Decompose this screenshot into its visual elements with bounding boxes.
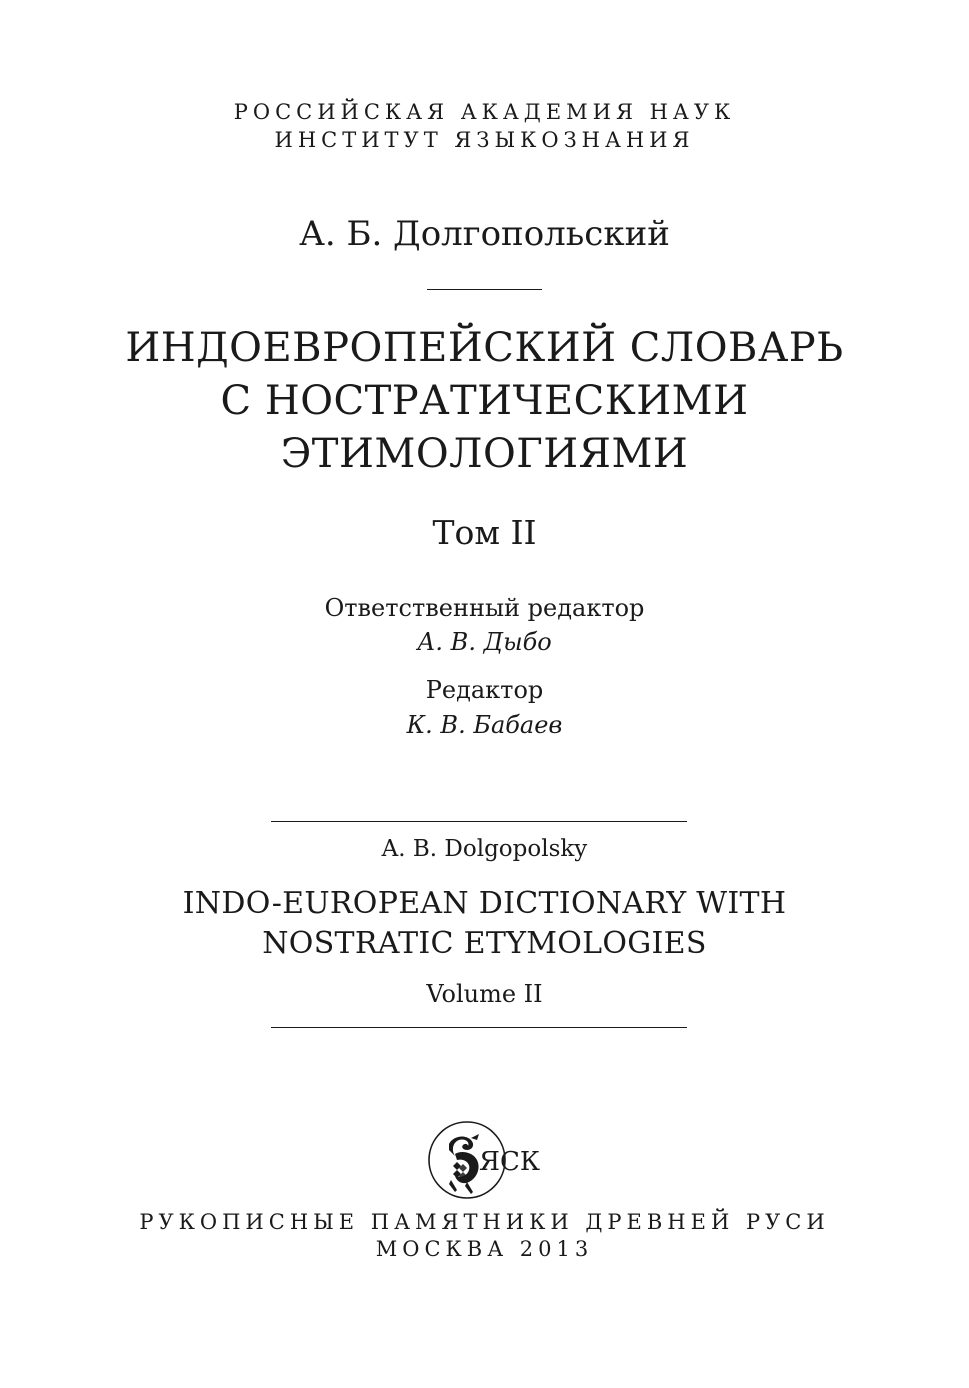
divider-bottom-en bbox=[271, 1027, 687, 1028]
title-ru-line-2: С НОСТРАТИЧЕСКИМИ bbox=[220, 378, 749, 424]
institute-name: ИНСТИТУТ ЯЗЫКОЗНАНИЯ bbox=[274, 128, 695, 152]
title-en-line-1: INDO-EUROPEAN DICTIONARY WITH bbox=[182, 886, 787, 921]
griffin-icon bbox=[449, 1134, 479, 1194]
title-en-line-2: NOSTRATIC ETYMOLOGIES bbox=[262, 926, 707, 961]
publisher-logo bbox=[427, 1120, 547, 1200]
editor-name: К. В. Бабаев bbox=[406, 711, 563, 739]
logo-text: ЯСК bbox=[479, 1147, 541, 1177]
chief-editor-name: А. В. Дыбо bbox=[417, 628, 552, 656]
divider-short bbox=[427, 289, 542, 290]
author-name-en: A. B. Dolgopolsky bbox=[381, 836, 588, 862]
volume-en: Volume II bbox=[426, 980, 543, 1008]
publisher-name: РУКОПИСНЫЕ ПАМЯТНИКИ ДРЕВНЕЙ РУСИ bbox=[139, 1210, 830, 1234]
academy-name: РОССИЙСКАЯ АКАДЕМИЯ НАУК bbox=[233, 100, 736, 124]
chief-editor-role: Ответственный редактор bbox=[324, 594, 645, 622]
title-ru-line-3: ЭТИМОЛОГИЯМИ bbox=[280, 431, 689, 477]
editor-role: Редактор bbox=[425, 676, 544, 704]
title-ru-line-1: ИНДОЕВРОПЕЙСКИЙ СЛОВАРЬ bbox=[125, 325, 844, 371]
author-name-ru: А. Б. Долгопольский bbox=[299, 214, 670, 254]
publisher-city-year: МОСКВА 2013 bbox=[375, 1237, 594, 1261]
volume-ru: Том II bbox=[432, 513, 537, 552]
divider-top-en bbox=[271, 821, 687, 822]
